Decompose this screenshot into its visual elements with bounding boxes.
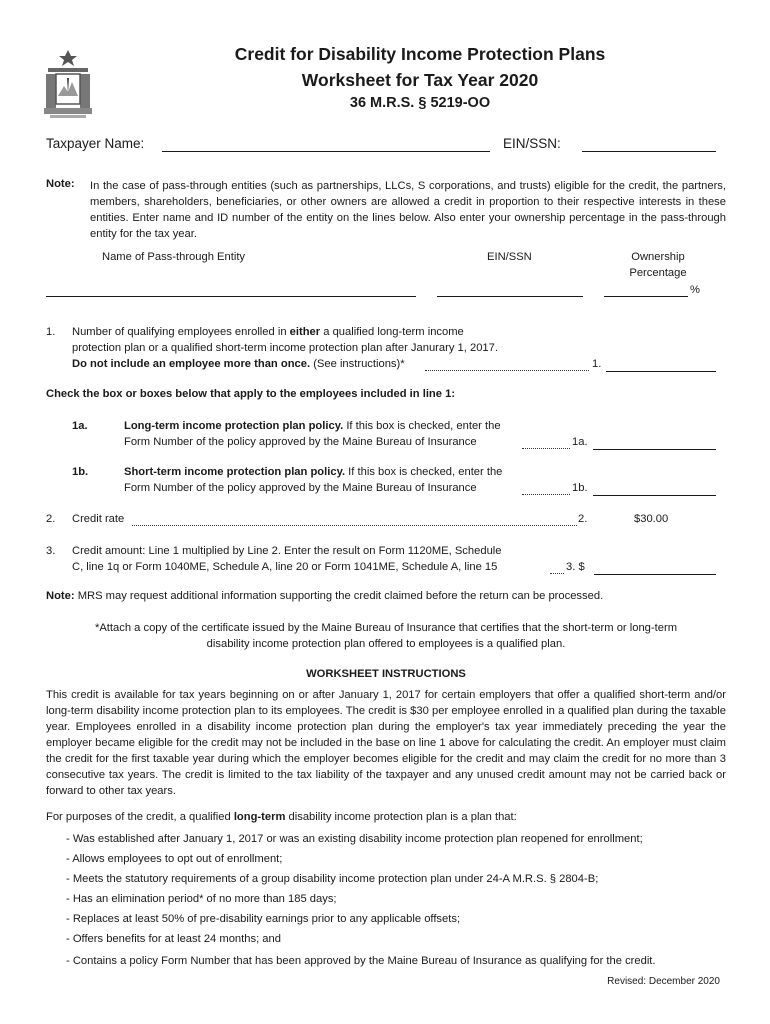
revised-date: Revised: December 2020 [607,976,720,987]
taxpayer-name-label: Taxpayer Name: [46,136,145,151]
statute-reference: 36 M.R.S. § 5219-OO [349,95,491,111]
criteria-item: - Was established after January 1, 2017 or was an existing disability income protection plan reopened for enrollment; [66,833,643,845]
line-3-text-1: Credit amount: Line 1 multiplied by Line 2. Enter the result on Form 1120ME, Schedule [72,545,502,557]
line-1b-text-2: Form Number of the policy approved by the Maine Bureau of Insurance [124,482,477,494]
line-1a-field[interactable] [593,449,716,450]
line-1b-field[interactable] [593,495,716,496]
line-1a-ref: 1a. [572,436,588,448]
line-3-field[interactable] [594,574,716,575]
line-1b-text-1: Short-term income protection plan policy. If this box is checked, enter the [124,466,503,478]
check-heading: Check the box or boxes below that apply to the employees included in line 1: [46,388,456,400]
criteria-item: - Replaces at least 50% of pre-disability earnings prior to any applicable offsets; [66,913,461,925]
instructions-paragraph-1: This credit is available for tax years beginning on or after January 1, 2017 for certain employers that offer a qualified short-term and/or long-term disability income protection plan to its employees. The credit is $30 per employee enrolled in a qualified plan during the taxable year. Employees enrolled in a disability income protection plan during the employer's tax year immediately preceding the year the employer became eligible for the credit may not be included in the base on line 1 above for calculating the credit. An employer must claim the credit for the first taxable year during which the employer becomes eligible for the credit and may claim the credit for no more than 3 consecutive tax years. The credit is limited to the tax liability of the taxpayer and any unused credit amount may not be carried back or forward to other tax years. [46,689,726,797]
line-2-ref: 2. [578,513,588,525]
line-1-text-1: Number of qualifying employees enrolled in either a qualified long-term income [72,326,464,338]
taxpayer-name-field[interactable] [162,151,490,152]
leader-dots [522,448,570,449]
line-1a-text-2: Form Number of the policy approved by the Maine Bureau of Insurance [124,436,477,448]
criteria-item: - Allows employees to opt out of enrollment; [66,853,283,865]
leader-dots [522,494,570,495]
ein-ssn-label: EIN/SSN: [503,136,561,151]
title-line-2: Worksheet for Tax Year 2020 [301,70,539,90]
note-2: Note: MRS may request additional information supporting the credit claimed before the return can be processed. [46,590,604,602]
entity-name-header: Name of Pass-through Entity [102,251,246,263]
ownership-percentage-field[interactable] [604,296,688,297]
leader-dots [550,573,564,574]
entity-ein-field[interactable] [437,296,583,297]
entity-ein-header: EIN/SSN [487,251,532,263]
ein-ssn-field[interactable] [582,151,716,152]
line-1a-number: 1a. [72,420,88,432]
instructions-heading: WORKSHEET INSTRUCTIONS [306,668,466,680]
credit-rate-value: $30.00 [634,513,669,525]
line-3-number: 3. [46,545,56,557]
title-line-1: Credit for Disability Income Protection Plans [234,44,606,64]
line-1-text-2: protection plan or a qualified short-term income protection plan after Janurary 1, 2017. [72,342,498,354]
leader-dots [425,370,589,371]
line-1a-text-1: Long-term income protection plan policy. If this box is checked, enter the [124,420,501,432]
note-text: In the case of pass-through entities (such as partnerships, LLCs, S corporations, and trusts) eligible for the credit, the partners, members, shareholders, beneficiaries, or other owners are allowed a credit in proportion to their respective interests in these entities. Enter name and ID number of the entity on the lines below. Also enter your ownership percentage in the pass-through entity for the tax year. [90,180,726,240]
ownership-header-2: Percentage [629,267,687,279]
line-1-number: 1. [46,326,56,338]
entity-name-field[interactable] [46,296,416,297]
attach-line-1: *Attach a copy of the certificate issued by the Maine Bureau of Insurance that certifies that the short-term or long-term [94,622,678,634]
line-2-text: Credit rate [72,513,125,525]
line-1b-ref: 1b. [572,482,588,494]
attach-line-2: disability income protection plan offered to employees is a qualified plan. [206,638,566,650]
state-seal [40,48,96,120]
line-1-field[interactable] [606,371,716,372]
criteria-item: - Has an elimination period* of no more than 185 days; [66,893,337,905]
criteria-item: - Contains a policy Form Number that has been approved by the Maine Bureau of Insurance as qualifying for the credit. [66,955,656,967]
criteria-item: - Offers benefits for at least 24 months; and [66,933,281,945]
criteria-item: - Meets the statutory requirements of a group disability income protection plan under 24-A M.R.S. § 2804-B; [66,873,599,885]
line-2-number: 2. [46,513,56,525]
instructions-paragraph-2: For purposes of the credit, a qualified long-term disability income protection plan is a plan that: [46,811,517,823]
line-3-text-2: C, line 1q or Form 1040ME, Schedule A, line 20 or Form 1041ME, Schedule A, line 15 [72,561,498,573]
line-1-ref: 1. [592,358,602,370]
percent-sign: % [690,284,700,296]
line-1-text-3: Do not include an employee more than once. (See instructions)* [72,358,405,370]
leader-dots [132,525,577,526]
line-3-ref: 3. $ [566,561,585,573]
note-label: Note: [46,178,75,190]
ownership-header-1: Ownership [631,251,685,263]
line-1b-number: 1b. [72,466,89,478]
